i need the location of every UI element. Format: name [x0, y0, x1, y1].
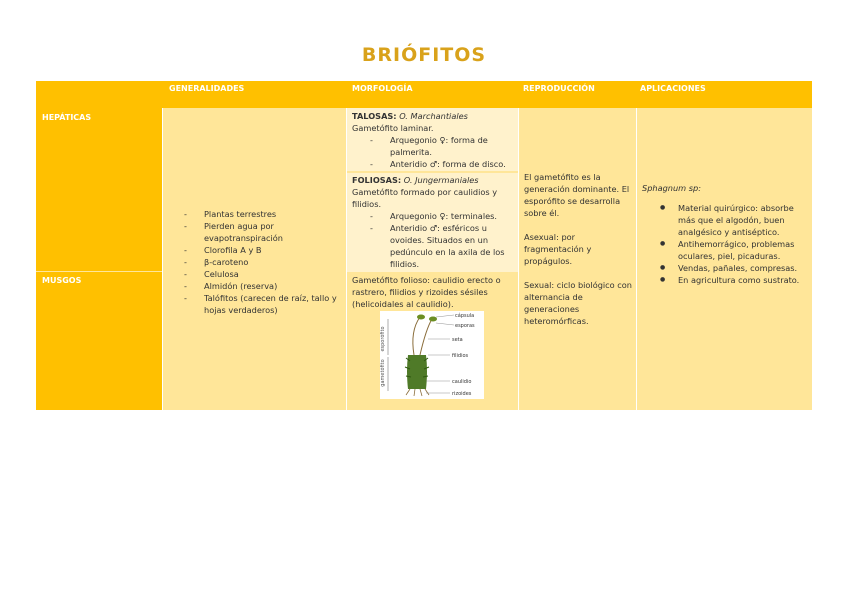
aplicaciones-list — [658, 202, 807, 286]
reproduccion-text-1: El gametófito es la generación dominante. El esporófito se desarrolla sobre él. — [524, 172, 630, 218]
row-divider — [36, 271, 162, 272]
list-item: - Plantas terrestres — [184, 208, 339, 220]
label-column — [36, 108, 162, 410]
talosas-list — [370, 134, 514, 170]
page-title: BRIÓFITOS — [361, 44, 487, 66]
list-item: - β-caroteno — [184, 256, 339, 268]
capsule-left — [417, 315, 425, 320]
header-morfologia: MORFOLOGÍA — [352, 84, 413, 93]
list-item: - Clorofila A y B — [184, 244, 339, 256]
list-item: - Arquegonio ♀: terminales. — [370, 210, 514, 222]
moss-diagram — [380, 311, 484, 399]
list-item: ● Vendas, pañales, compresas. — [658, 262, 807, 274]
row-label-hepaticas: HEPÁTICAS — [42, 113, 92, 122]
morfologia-cell — [347, 108, 518, 410]
foliosas-label: FOLIOSAS: — [352, 175, 402, 185]
figure-label-esporas: esporas — [455, 323, 475, 329]
figure-label-capsula: cápsula — [455, 313, 475, 319]
generalidades-cell — [163, 108, 346, 410]
generalidades-list — [184, 208, 339, 316]
list-item: ● Material quirúrgico: absorbe más que el algodón, buen analgésico y antiséptico. — [658, 202, 807, 238]
reproduccion-cell — [519, 108, 636, 410]
brio-table — [36, 81, 812, 410]
capsule-right — [429, 317, 437, 322]
list-item: - Anteridio ♂: esféricos u ovoides. Situados en un pedúnculo en la axila de los filidios. — [370, 222, 514, 270]
list-item: - Celulosa — [184, 268, 339, 280]
figure-label-gametofito: gametófito — [380, 359, 386, 387]
figure-label-caulidio: caulidio — [452, 379, 472, 385]
foliosas-desc: Gametófito formado por caulidios y filidios. — [352, 187, 498, 209]
list-item: - Pierden agua por evapotranspiración — [184, 220, 339, 244]
list-item: ● En agricultura como sustrato. — [658, 274, 807, 286]
figure-label-esporofito: esporófito — [380, 326, 386, 352]
figure-label-filidios: filidios — [452, 353, 469, 359]
talosas-desc: Gametófito laminar. — [352, 123, 434, 133]
aplicaciones-cell — [637, 108, 812, 410]
list-item: ● Antihemorrágico, problemas oculares, piel, picaduras. — [658, 238, 807, 262]
figure-label-rizoides: rizoides — [452, 391, 472, 397]
musgos-morfologia: Gametófito folioso: caulidio erecto o rastrero, filidios y rizoides sésiles (helicoidales al caulidio). — [352, 275, 501, 309]
list-item: - Talófitos (carecen de raíz, tallo y hojas verdaderos) — [184, 292, 339, 316]
talosas-block — [347, 108, 518, 171]
foliosas-block — [347, 173, 518, 272]
header-aplicaciones: APLICACIONES — [640, 84, 706, 93]
header-generalidades: GENERALIDADES — [169, 84, 245, 93]
row-label-musgos: MUSGOS — [42, 276, 82, 285]
talosas-label: TALOSAS: — [352, 111, 397, 121]
list-item: - Almidón (reserva) — [184, 280, 339, 292]
talosas-order: O. Marchantiales — [399, 111, 468, 121]
gametophyte-leaves — [407, 355, 427, 389]
reproduccion-text-3: Sexual: ciclo biológico con alternancia de generaciones heteromórficas. — [524, 280, 632, 326]
figure-label-seta: seta — [452, 337, 463, 343]
list-item: - Arquegonio ♀: forma de palmerita. — [370, 134, 514, 158]
list-item: - Anteridio ♂: forma de disco. — [370, 158, 514, 170]
foliosas-order: O. Jungermaniales — [403, 175, 479, 185]
reproduccion-text-2: Asexual: por fragmentación y propágulos. — [524, 232, 592, 266]
header-row — [36, 81, 812, 108]
foliosas-list — [370, 210, 514, 270]
aplicaciones-species: Sphagnum sp: — [642, 183, 701, 193]
header-reproduccion: REPRODUCCIÓN — [523, 84, 595, 93]
